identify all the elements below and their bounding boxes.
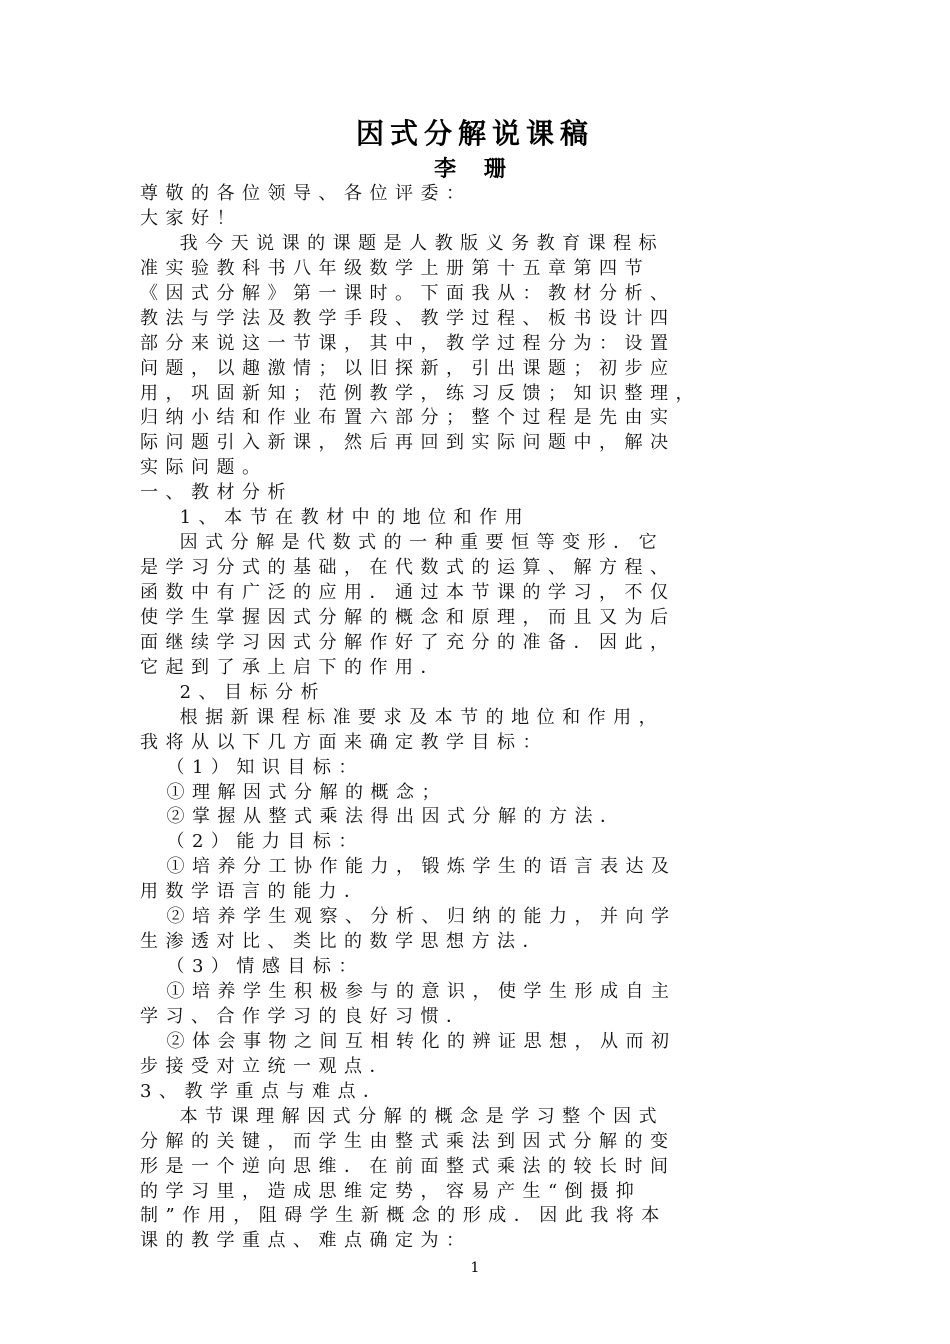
body-line: 课的教学重点、难点确定为： [140, 1230, 472, 1252]
body-line: 因式分解是代数式的一种重要恒等变形．它 [140, 532, 665, 554]
body-line: 2、目标分析 [140, 681, 327, 703]
body-line: 问题，以趣激情；以旧探新，引出课题；初步应 [140, 357, 676, 379]
body-line: 它起到了承上启下的作用． [140, 656, 446, 678]
body-line: 制”作用，阻碍学生新概念的形成．因此我将本 [140, 1205, 667, 1227]
body-line: 形是一个逆向思维．在前面整式乘法的较长时间 [140, 1155, 676, 1177]
body-line: （2）能力目标： [140, 831, 364, 853]
body-line: （1）知识目标： [140, 756, 364, 778]
body-line: （3）情感目标： [140, 956, 364, 978]
body-line: ①培养分工协作能力，锻炼学生的语言表达及 [140, 856, 677, 878]
body-line: 分解的关键，而学生由整式乘法到因式分解的变 [140, 1130, 676, 1152]
body-line: 《因式分解》第一课时。下面我从：教材分析、 [140, 282, 676, 304]
body-line: 3、教学重点与难点． [140, 1080, 389, 1102]
body-line: 面继续学习因式分解作好了充分的准备．因此， [140, 631, 676, 653]
body-line: 实际问题。 [140, 457, 268, 479]
body-line: 的学习里，造成思维定势，容易产生“倒摄抑 [140, 1180, 642, 1202]
page-number: 1 [470, 1260, 480, 1276]
body-line: 教法与学法及教学手段、教学过程、板书设计四 [140, 307, 676, 329]
body-line: 步接受对立统一观点． [140, 1055, 395, 1077]
body-line: 学习、合作学习的良好习惯． [140, 1005, 472, 1027]
body-line: 根据新课程标准要求及本节的地位和作用， [140, 706, 665, 728]
body-line: 我今天说课的课题是人教版义务教育课程标 [140, 232, 665, 254]
body-line: 是学习分式的基础，在代数式的运算、解方程、 [140, 557, 676, 579]
body-line: 大家好！ [140, 207, 242, 229]
body-line: ②掌握从整式乘法得出因式分解的方法． [140, 806, 626, 828]
document-body [140, 182, 840, 1254]
body-line: 归纳小结和作业布置六部分；整个过程是先由实 [140, 407, 676, 429]
body-line: 准实验教科书八年级数学上册第十五章第四节 [140, 257, 650, 279]
body-line: 我将从以下几方面来确定教学目标： [140, 731, 548, 753]
body-line: 本节课理解因式分解的概念是学习整个因式 [140, 1105, 665, 1127]
body-line: 用，巩固新知；范例教学，练习反馈；知识整理， [140, 382, 701, 404]
body-line: ①理解因式分解的概念； [140, 781, 447, 803]
body-line: ①培养学生积极参与的意识，使学生形成自主 [140, 981, 677, 1002]
document-author: 李 珊 [434, 157, 516, 182]
body-line: 尊敬的各位领导、各位评委： [140, 183, 472, 204]
body-line: 部分来说这一节课，其中，教学过程分为：设置 [140, 332, 676, 354]
body-line: ②培养学生观察、分析、归纳的能力，并向学 [140, 906, 677, 928]
body-line: 使学生掌握因式分解的概念和原理，而且又为后 [140, 606, 676, 628]
document-title: 因式分解说课稿 [355, 117, 594, 150]
body-line: 际问题引入新课，然后再回到实际问题中，解决 [140, 432, 676, 454]
body-line: ②体会事物之间互相转化的辨证思想，从而初 [140, 1030, 677, 1052]
body-line: 用数学语言的能力． [140, 881, 370, 903]
body-line: 一、教材分析 [140, 482, 293, 504]
body-line: 生渗透对比、类比的数学思想方法． [140, 931, 548, 953]
body-line: 函数中有广泛的应用．通过本节课的学习，不仅 [140, 582, 676, 603]
body-line: 1、本节在教材中的地位和作用 [140, 507, 531, 529]
